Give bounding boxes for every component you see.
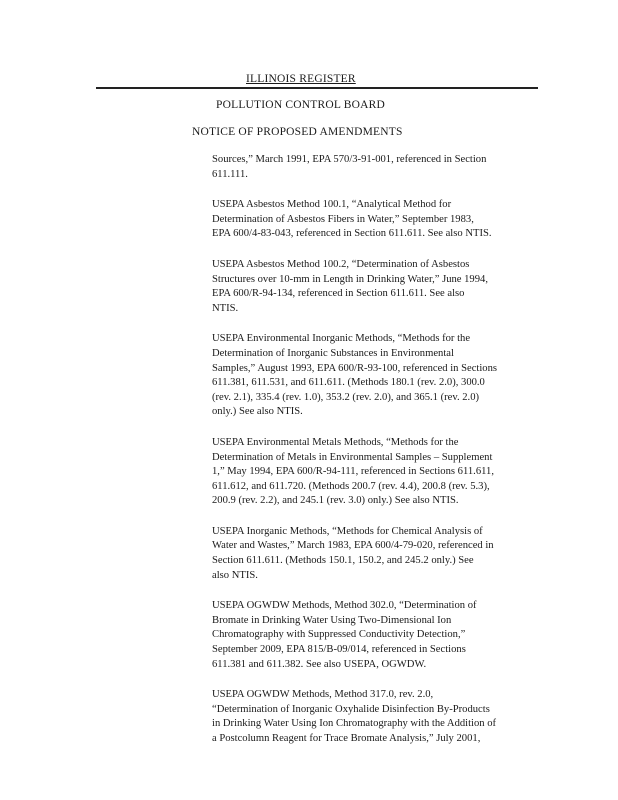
paragraph-inorganic-methods xyxy=(212,525,542,583)
paragraph-ogwdw-317 xyxy=(212,688,542,746)
text-line: USEPA Asbestos Method 100.1, “Analytical Method for xyxy=(212,199,452,211)
text-line: 611.381, 611.531, and 611.611. (Methods 180.1 (rev. 2.0), 300.0 xyxy=(212,377,485,389)
text-line: September 2009, EPA 815/B-09/014, referenced in Sections xyxy=(212,644,466,656)
text-line: USEPA Asbestos Method 100.2, “Determination of Asbestos xyxy=(212,258,470,270)
text-line: Section 611.611. (Methods 150.1, 150.2, and 245.2 only.) See xyxy=(212,555,474,567)
text-line: only.) See also NTIS. xyxy=(212,406,303,418)
text-line: USEPA OGWDW Methods, Method 317.0, rev. 2.0, xyxy=(212,689,434,701)
text-line: Samples,” August 1993, EPA 600/R-93-100, referenced in Sections xyxy=(212,362,498,374)
text-line: Sources,” March 1991, EPA 570/3-91-001, referenced in Section xyxy=(212,154,487,165)
text-line: 200.9 (rev. 2.2), and 245.1 (rev. 3.0) only.) See also NTIS. xyxy=(212,495,459,507)
paragraph-sources-cont xyxy=(212,153,542,182)
text-line: Determination of Asbestos Fibers in Water,” September 1983, xyxy=(212,213,474,225)
paragraph-asbestos-100-1 xyxy=(212,198,542,242)
paragraph-environmental-inorganic xyxy=(212,332,542,420)
register-title: ILLINOIS REGISTER xyxy=(246,73,356,85)
text-line: USEPA Inorganic Methods, “Methods for Chemical Analysis of xyxy=(212,525,483,537)
text-line: EPA 600/4-83-043, referenced in Section 611.611. See also NTIS. xyxy=(212,228,492,240)
text-line: “Determination of Inorganic Oxyhalide Disinfection By-Products xyxy=(212,703,490,715)
text-line: 611.381 and 611.382. See also USEPA, OGWDW. xyxy=(212,658,427,670)
paragraph-environmental-metals xyxy=(212,436,542,509)
text-line: (rev. 2.1), 335.4 (rev. 1.0), 353.2 (rev. 2.0), and 365.1 (rev. 2.0) xyxy=(212,391,480,403)
document-body xyxy=(212,153,542,763)
text-line: 611.612, and 611.720. (Methods 200.7 (rev. 4.4), 200.8 (rev. 5.3), xyxy=(212,480,490,492)
text-line: Determination of Inorganic Substances in Environmental xyxy=(212,347,454,359)
text-line: in Drinking Water Using Ion Chromatography with the Addition of xyxy=(212,718,497,730)
text-line: 1,” May 1994, EPA 600/R-94-111, referenced in Sections 611.611, xyxy=(212,466,494,478)
text-line: Determination of Metals in Environmental Samples – Supplement xyxy=(212,451,493,463)
text-line: USEPA Environmental Metals Methods, “Methods for the xyxy=(212,436,459,448)
text-line: USEPA OGWDW Methods, Method 302.0, “Determination of xyxy=(212,600,477,612)
text-line: Water and Wastes,” March 1983, EPA 600/4-79-020, referenced in xyxy=(212,540,494,552)
text-line: 611.111. xyxy=(212,168,248,180)
header-rule xyxy=(96,87,538,89)
text-line: NTIS. xyxy=(212,302,239,314)
text-line: Bromate in Drinking Water Using Two-Dimensional Ion xyxy=(212,614,452,626)
text-line: USEPA Environmental Inorganic Methods, “Methods for the xyxy=(212,333,471,345)
notice-title: NOTICE OF PROPOSED AMENDMENTS xyxy=(192,126,403,138)
text-line: Structures over 10-mm in Length in Drinking Water,” June 1994, xyxy=(212,273,488,285)
paragraph-asbestos-100-2 xyxy=(212,258,542,316)
text-line: also NTIS. xyxy=(212,569,258,581)
board-title: POLLUTION CONTROL BOARD xyxy=(216,99,386,111)
text-line: Chromatography with Suppressed Conductivity Detection,” xyxy=(212,629,466,641)
text-line: EPA 600/R-94-134, referenced in Section 611.611. See also xyxy=(212,288,465,300)
text-line: a Postcolumn Reagent for Trace Bromate Analysis,” July 2001, xyxy=(212,733,481,744)
paragraph-ogwdw-302 xyxy=(212,599,542,672)
